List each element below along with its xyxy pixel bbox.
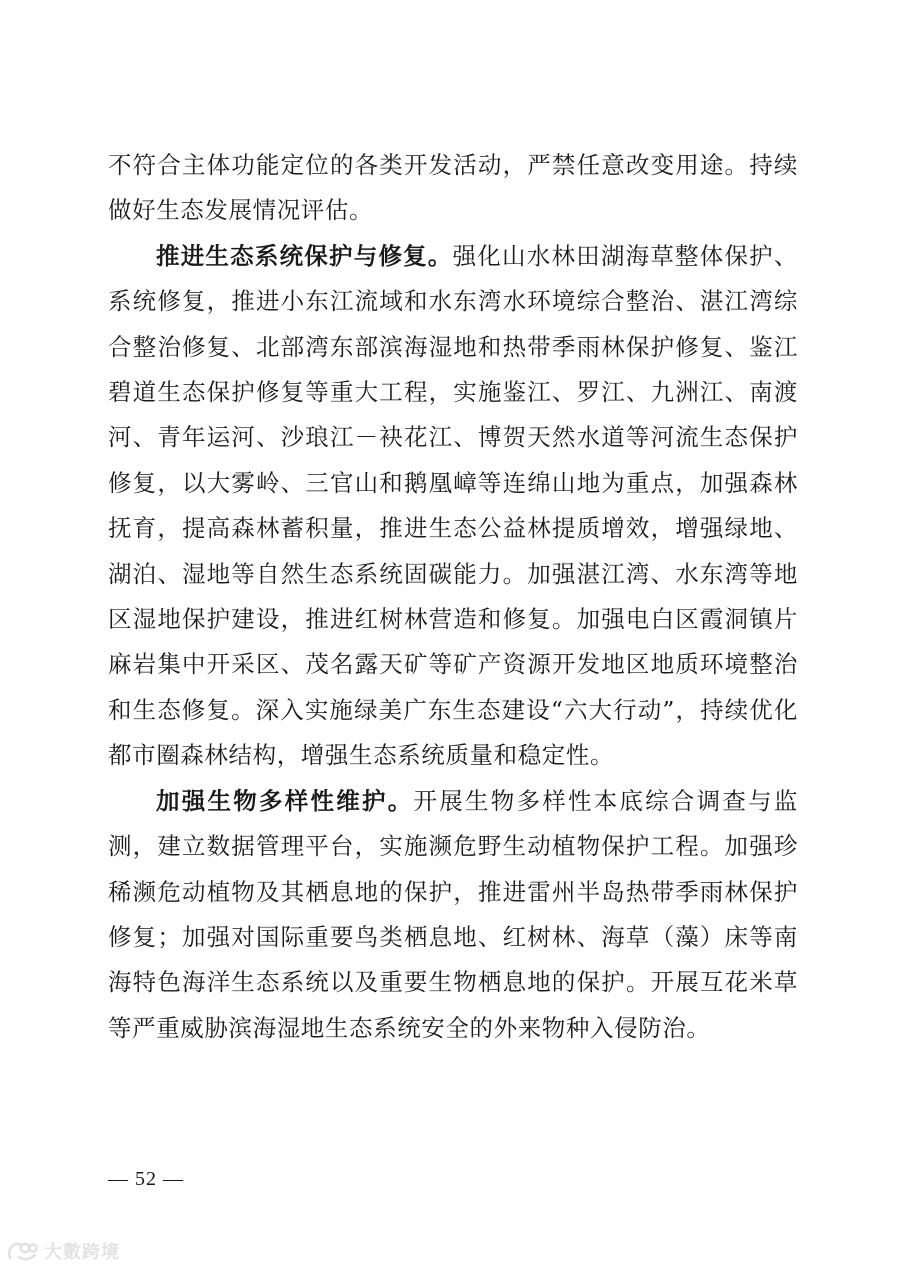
paragraph-2 <box>108 234 798 779</box>
paragraph-3-text: 开展生物多样性本底综合调查与监测，建立数据管理平台，实施濒危野生动植物保护工程。加强珍稀濒危动植物及其栖息地的保护，推进雷州半岛热带季雨林保护修复；加强对国际重要鸟类栖息地、红树林、海草（藻）床等南海特色海洋生态系统以及重要生物栖息地的保护。开展互花米草等严重威胁滨海湿地生态系统安全的外来物种入侵防治。 <box>108 786 799 1042</box>
watermark-logo-icon <box>6 1240 38 1262</box>
paragraph-2-heading: 推进生态系统保护与修复。 <box>156 241 453 270</box>
paragraph-1 <box>108 143 798 234</box>
paragraph-3 <box>108 779 798 1051</box>
paragraph-2-text: 强化山水林田湖海草整体保护、系统修复，推进小东江流域和水东湾水环境综合整治、湛江湾综合整治修复、北部湾东部滨海湿地和热带季雨林保护修复、鉴江碧道生态保护修复等重大工程，实施鉴江、罗江、九洲江、南渡河、青年运河、沙琅江－袂花江、博贺天然水道等河流生态保护修复，以大雾岭、三官山和鹅凰嶂等连绵山地为重点，加强森林抚育，提高森林蓄积量，推进生态公益林提质增效，增强绿地、湖泊、湿地等自然生态系统固碳能力。加强湛江湾、水东湾等地区湿地保护建设，推进红树林营造和修复。加强电白区霞洞镇片麻岩集中开采区、茂名露天矿等矿产资源开发地区地质环境整治和生态修复。深入实施绿美广东生态建设“六大行动”，持续优化都市圈森林结构，增强生态系统质量和稳定性。 <box>108 241 798 770</box>
watermark <box>6 1238 120 1264</box>
page-number: — 52 — <box>108 1168 184 1190</box>
paragraph-1-text: 不符合主体功能定位的各类开发活动，严禁任意改变用途。持续做好生态发展情况评估。 <box>108 151 798 225</box>
watermark-text: 大數跨境 <box>44 1242 120 1263</box>
body-text <box>108 143 798 1051</box>
paragraph-3-heading: 加强生物多样性维护。 <box>156 786 414 815</box>
